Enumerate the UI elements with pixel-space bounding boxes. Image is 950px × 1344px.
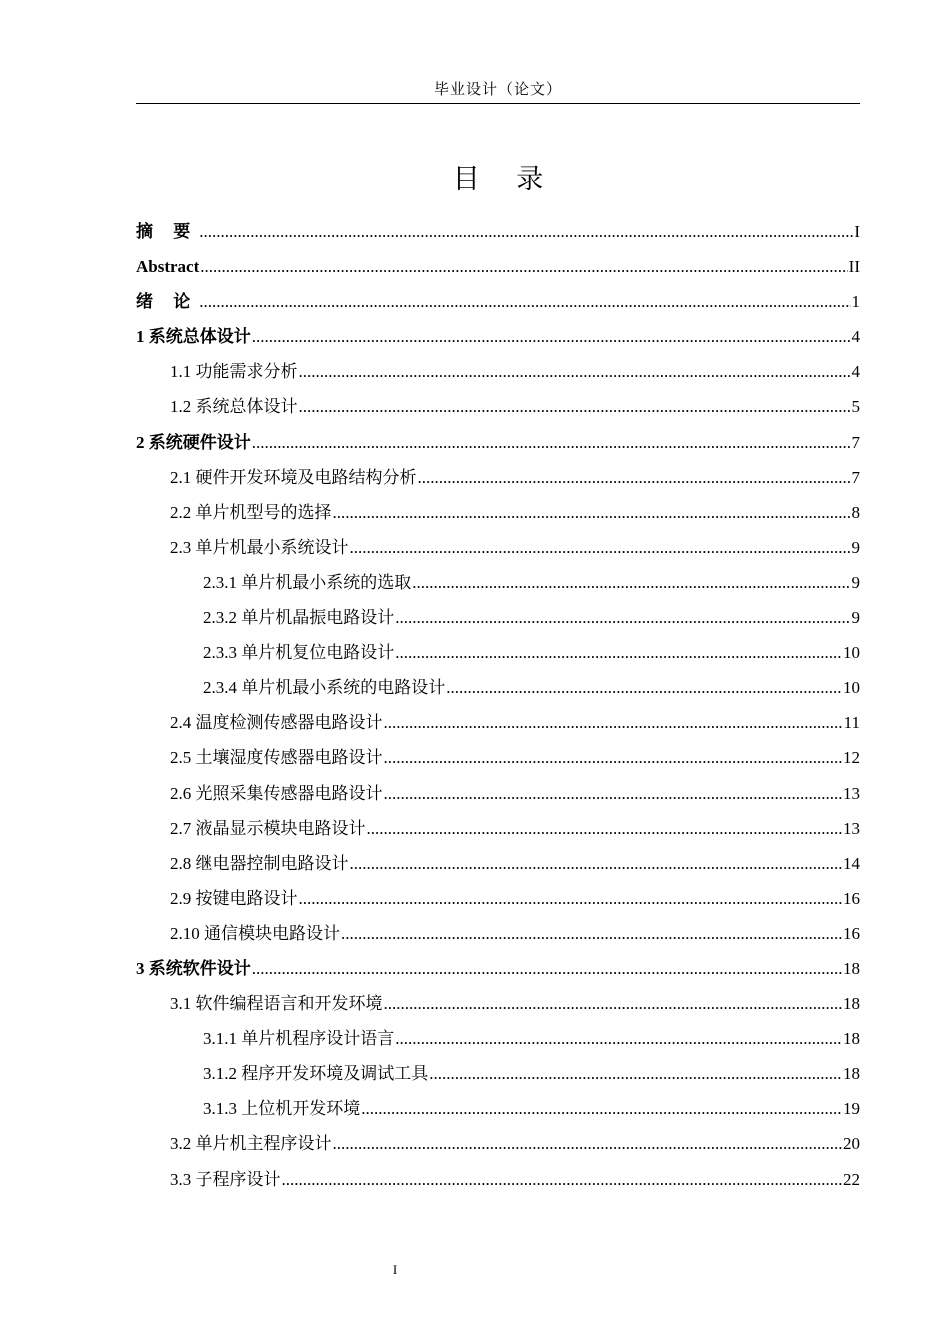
dot-leader bbox=[395, 635, 842, 670]
running-header: 毕业设计（论文） bbox=[433, 82, 562, 98]
dot-leader bbox=[299, 389, 851, 424]
dot-leader bbox=[384, 986, 843, 1021]
toc-entry-label: 1.1 功能需求分析 bbox=[170, 362, 298, 382]
toc-entry-label: 绪 论 bbox=[136, 292, 199, 312]
page-number: I bbox=[392, 1262, 398, 1277]
toc-entry[interactable] bbox=[136, 846, 860, 881]
toc-entry-page: 16 bbox=[843, 888, 860, 908]
toc-entry[interactable] bbox=[136, 249, 860, 284]
dot-leader bbox=[384, 776, 843, 811]
toc-entry-label: 2.2 单片机型号的选择 bbox=[170, 502, 332, 522]
dot-leader bbox=[361, 1091, 842, 1126]
toc-entry-label: Abstract bbox=[136, 257, 200, 277]
toc-entry-page: I bbox=[854, 222, 860, 241]
toc-entry-page: 8 bbox=[851, 502, 860, 522]
dot-leader bbox=[299, 881, 843, 916]
dot-leader bbox=[299, 354, 851, 389]
toc-entry-label: 2.9 按键电路设计 bbox=[170, 888, 298, 908]
toc-entry-label: 2.4 温度检测传感器电路设计 bbox=[170, 713, 383, 733]
toc-entry-page: 18 bbox=[843, 1029, 860, 1049]
toc-entry[interactable] bbox=[136, 319, 860, 354]
toc-entry-label: 2.3 单片机最小系统设计 bbox=[170, 537, 349, 557]
dot-leader bbox=[199, 214, 853, 249]
page-title: 目 录 bbox=[452, 164, 558, 195]
toc-entry-page: 13 bbox=[843, 818, 860, 838]
dot-leader bbox=[446, 670, 842, 705]
toc-entry[interactable] bbox=[136, 986, 860, 1021]
toc-entry-label: 2.3.4 单片机最小系统的电路设计 bbox=[203, 678, 446, 698]
header-rule bbox=[136, 103, 860, 104]
toc-entry-label: 2.3.2 单片机晶振电路设计 bbox=[203, 608, 395, 628]
dot-leader bbox=[395, 1021, 842, 1056]
toc-entry[interactable] bbox=[136, 1091, 860, 1126]
dot-leader bbox=[395, 600, 850, 635]
toc-entry-page: 4 bbox=[851, 362, 860, 382]
toc-entry[interactable] bbox=[136, 495, 860, 530]
toc-entry-label: 3.1 软件编程语言和开发环境 bbox=[170, 994, 383, 1014]
toc-entry[interactable] bbox=[136, 214, 860, 249]
dot-leader bbox=[252, 319, 851, 354]
toc-entry-page: 10 bbox=[843, 678, 860, 698]
toc-entry-page: 16 bbox=[843, 923, 860, 943]
toc-entry[interactable] bbox=[136, 530, 860, 565]
dot-leader bbox=[200, 249, 847, 284]
toc-entry-page: 13 bbox=[843, 783, 860, 803]
toc-entry[interactable] bbox=[136, 635, 860, 670]
toc-entry-label: 2.3.1 单片机最小系统的选取 bbox=[203, 572, 412, 592]
dot-leader bbox=[367, 811, 843, 846]
toc-entry[interactable] bbox=[136, 389, 860, 424]
toc-entry-page: 12 bbox=[843, 748, 860, 768]
toc-entry-label: 1.2 系统总体设计 bbox=[170, 397, 298, 417]
dot-leader bbox=[384, 705, 843, 740]
toc-entry[interactable] bbox=[136, 354, 860, 389]
toc-entry[interactable] bbox=[136, 811, 860, 846]
toc-entry-label: 2.7 液晶显示模块电路设计 bbox=[170, 818, 366, 838]
dot-leader bbox=[384, 740, 843, 775]
toc-entry[interactable] bbox=[136, 1126, 860, 1161]
toc-entry-label: 2.5 土壤湿度传感器电路设计 bbox=[170, 748, 383, 768]
toc-entry-page: 7 bbox=[851, 432, 860, 452]
toc-entry[interactable] bbox=[136, 425, 860, 460]
dot-leader bbox=[252, 951, 842, 986]
toc-entry[interactable] bbox=[136, 705, 860, 740]
dot-leader bbox=[429, 1056, 842, 1091]
toc-entry-page: 7 bbox=[851, 467, 860, 487]
toc-entry[interactable] bbox=[136, 565, 860, 600]
dot-leader bbox=[199, 284, 850, 319]
toc-entry[interactable] bbox=[136, 1162, 860, 1197]
toc-entry[interactable] bbox=[136, 1056, 860, 1091]
toc-entry-label: 3 系统软件设计 bbox=[136, 958, 251, 978]
toc-entry-page: 22 bbox=[843, 1169, 860, 1189]
toc-entry-page: 5 bbox=[851, 397, 860, 417]
toc-entry-label: 摘 要 bbox=[136, 222, 199, 241]
toc-entry[interactable] bbox=[136, 916, 860, 951]
toc-entry-label: 3.2 单片机主程序设计 bbox=[170, 1134, 332, 1154]
toc-entry[interactable] bbox=[136, 460, 860, 495]
toc-entry[interactable] bbox=[136, 670, 860, 705]
toc-entry-label: 1 系统总体设计 bbox=[136, 327, 251, 347]
toc-entry[interactable] bbox=[136, 600, 860, 635]
dot-leader bbox=[418, 460, 851, 495]
dot-leader bbox=[350, 846, 843, 881]
toc-entry-label: 2.3.3 单片机复位电路设计 bbox=[203, 643, 395, 663]
toc-entry-page: 4 bbox=[851, 327, 860, 347]
toc-entry-label: 2.10 通信模块电路设计 bbox=[170, 923, 340, 943]
toc-entry-page: 14 bbox=[843, 853, 860, 873]
toc-entry[interactable] bbox=[136, 776, 860, 811]
toc-entry-label: 3.1.1 单片机程序设计语言 bbox=[203, 1029, 395, 1049]
toc-entry[interactable] bbox=[136, 740, 860, 775]
toc-entry-label: 3.1.2 程序开发环境及调试工具 bbox=[203, 1064, 429, 1084]
toc-entry-page: 9 bbox=[851, 608, 860, 628]
toc-entry-page: 19 bbox=[843, 1099, 860, 1119]
toc-entry[interactable] bbox=[136, 881, 860, 916]
toc-entry-label: 3.1.3 上位机开发环境 bbox=[203, 1099, 361, 1119]
toc-entry[interactable] bbox=[136, 951, 860, 986]
table-of-contents bbox=[136, 214, 860, 1197]
toc-entry-label: 2.1 硬件开发环境及电路结构分析 bbox=[170, 467, 417, 487]
toc-entry-label: 2.8 继电器控制电路设计 bbox=[170, 853, 349, 873]
toc-entry-label: 2 系统硬件设计 bbox=[136, 432, 251, 452]
dot-leader bbox=[252, 425, 851, 460]
toc-entry-page: 10 bbox=[843, 643, 860, 663]
dot-leader bbox=[412, 565, 850, 600]
toc-entry-page: 9 bbox=[851, 537, 860, 557]
toc-entry-label: 2.6 光照采集传感器电路设计 bbox=[170, 783, 383, 803]
toc-entry-label: 3.3 子程序设计 bbox=[170, 1169, 281, 1189]
toc-entry-page: 11 bbox=[843, 713, 860, 733]
toc-entry-page: II bbox=[848, 257, 860, 277]
toc-entry-page: 9 bbox=[851, 572, 860, 592]
toc-entry-page: 18 bbox=[843, 1064, 860, 1084]
toc-entry-page: 1 bbox=[851, 292, 860, 312]
dot-leader bbox=[282, 1162, 843, 1197]
toc-entry[interactable] bbox=[136, 1021, 860, 1056]
dot-leader bbox=[333, 495, 851, 530]
toc-entry-page: 18 bbox=[843, 994, 860, 1014]
toc-entry-page: 20 bbox=[843, 1134, 860, 1154]
dot-leader bbox=[341, 916, 842, 951]
dot-leader bbox=[350, 530, 851, 565]
dot-leader bbox=[333, 1126, 843, 1161]
toc-entry-page: 18 bbox=[843, 958, 860, 978]
toc-entry[interactable] bbox=[136, 284, 860, 319]
